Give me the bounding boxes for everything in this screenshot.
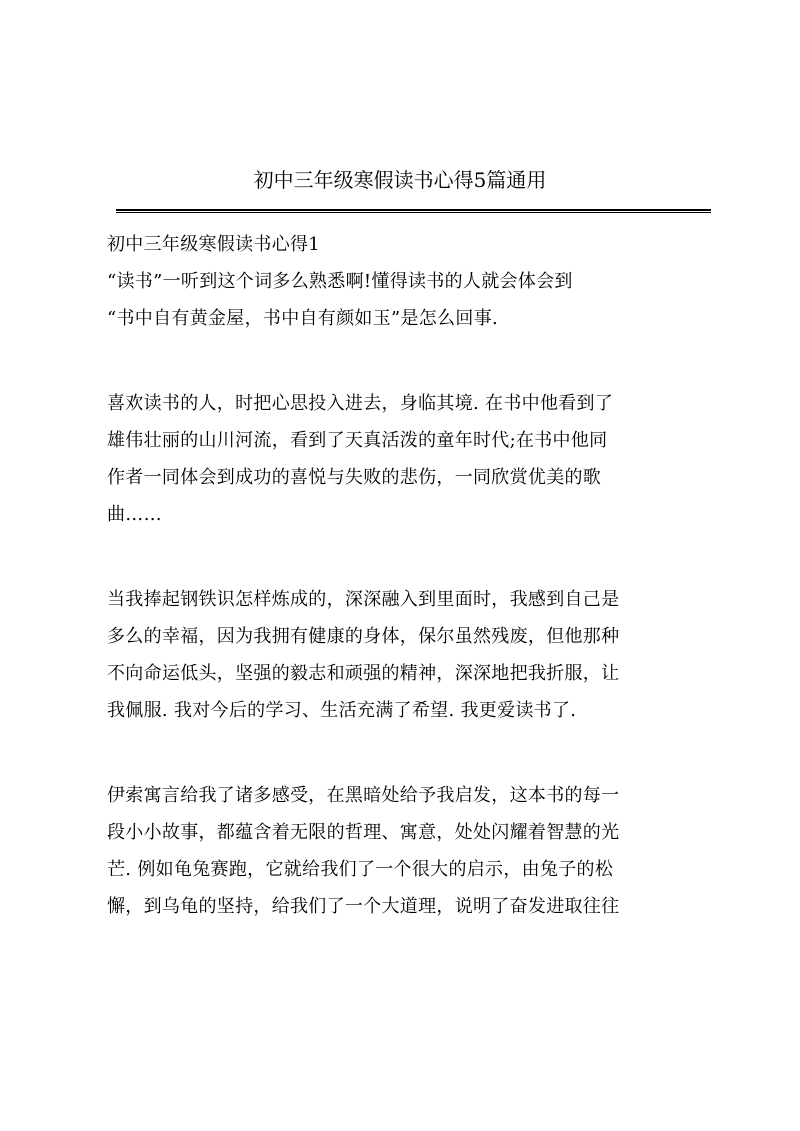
document-title: 初中三年级寒假读书心得5篇通用 [253,168,547,192]
paragraph-line: 懈，到乌龟的坚持，给我们了一个大道理，说明了奋发进取往往 [107,896,620,917]
paragraph-3 [107,777,709,925]
paragraph-line: 段小小故事，都蕴含着无限的哲理、寓意，处处闪耀着智慧的光 [107,822,620,843]
paragraph-spacer [107,533,709,581]
intro-line: “书中自有黄金屋，书中自有颜如玉”是怎么回事. [107,308,499,329]
title-divider [116,209,711,213]
paragraph-line: 我佩服. 我对今后的学习、生活充满了希望. 我更爱读书了. [107,700,577,721]
paragraph-line: 曲…… [107,504,162,525]
paragraph-line: 喜欢读书的人，时把心思投入进去，身临其境. 在书中他看到了 [107,393,614,414]
section-heading: 初中三年级寒假读书心得1 [107,234,321,255]
paragraph-line: 不向命运低头，坚强的毅志和顽强的精神，深深地把我折服，让 [107,663,620,684]
paragraph-spacer [107,729,709,777]
paragraph-line: 伊索寓言给我了诸多感受，在黑暗处给予我启发，这本书的每一 [107,785,620,806]
paragraph-line: 多么的幸福，因为我拥有健康的身体，保尔虽然残废，但他那种 [107,626,620,647]
paragraph-line: 雄伟壮丽的山川河流，看到了天真活泼的童年时代;在书中他同 [107,430,608,451]
paragraph-spacer [107,337,709,385]
paragraph-1 [107,385,709,533]
intro-line: “读书”一听到这个词多么熟悉啊!懂得读书的人就会体会到 [107,271,573,292]
paragraph-line: 当我捧起钢铁识怎样炼成的，深深融入到里面时，我感到自己是 [107,589,620,610]
paragraph-2 [107,581,709,729]
document-body [107,226,709,925]
paragraph-line: 作者一同体会到成功的喜悦与失败的悲伤，一同欣赏优美的歌 [107,467,602,488]
paragraph-line: 芒. 例如龟兔赛跑，它就给我们了一个很大的启示，由兔子的松 [107,859,614,880]
